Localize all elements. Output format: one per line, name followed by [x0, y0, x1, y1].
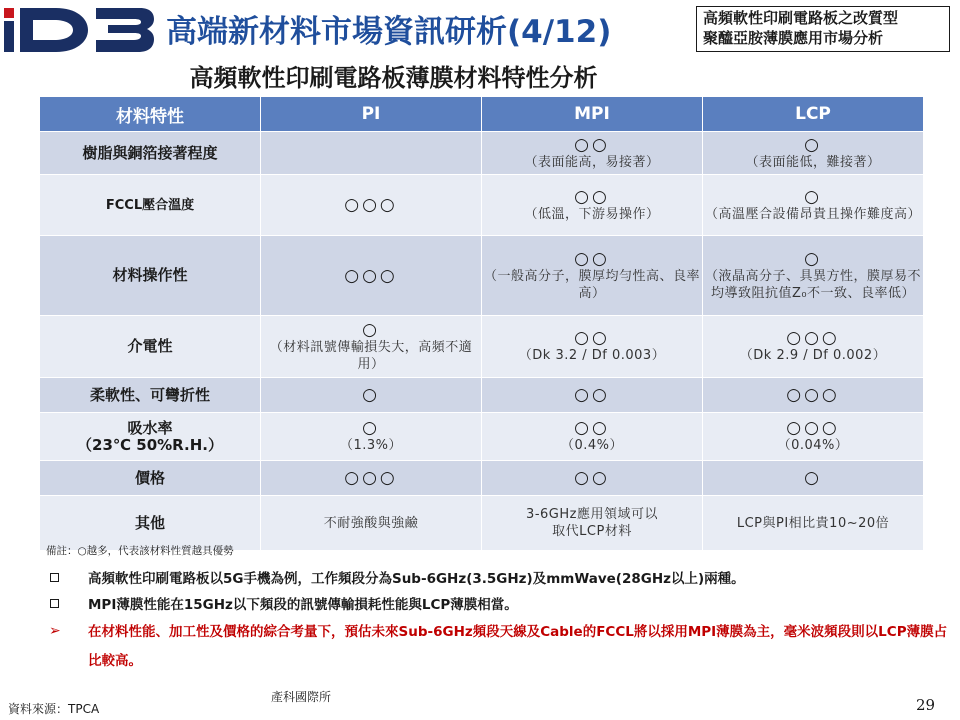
lcp-note: （0.04%） — [777, 438, 849, 453]
pi-note: 不耐強酸與強鹼 — [323, 515, 419, 531]
header-property: 材料特性 — [40, 97, 261, 132]
table-row — [40, 236, 924, 316]
row-label-line-2: （23℃ 50%R.H.） — [77, 435, 223, 454]
mpi-cell — [482, 236, 703, 316]
lcp-note: LCP與PI相比貴10~20倍 — [736, 515, 890, 531]
mpi-note: （表面能高，易接著） — [524, 154, 660, 170]
pi-note: （1.3%） — [339, 438, 403, 453]
table-row — [40, 378, 924, 413]
material-properties-table — [39, 96, 924, 551]
square-bullet-icon — [50, 599, 59, 608]
header-title: 高端新材料市場資訊研析(4/12) — [166, 14, 612, 50]
source-text: 資料來源：TPCA — [8, 702, 100, 716]
mpi-note: （一般高分子，膜厚均勻性高、良率高） — [484, 268, 701, 301]
pi-rating: ○ — [362, 418, 380, 438]
lcp-note: （Dk 2.9 / Df 0.002） — [739, 348, 887, 363]
mpi-rating: ○○ — [574, 385, 610, 405]
pi-cell — [261, 175, 482, 236]
row-label-line-1: 吸水率 — [127, 418, 173, 437]
pi-rating: ○ — [362, 319, 380, 340]
organization-name: 產科國際所 — [271, 690, 332, 704]
topic-line-1: 高頻軟性印刷電路板之改質型 — [703, 9, 899, 27]
lcp-rating: ○ — [804, 468, 822, 488]
table-row — [40, 132, 924, 175]
row-label: 樹脂與銅箔接著程度 — [40, 132, 261, 175]
slide-title: 高頻軟性印刷電路板薄膜材料特性分析 — [189, 64, 598, 92]
mpi-rating: ○○ — [574, 134, 610, 155]
row-label — [40, 413, 261, 461]
bullet-item — [48, 566, 948, 592]
pi-rating: ○○○ — [344, 265, 398, 286]
pi-note: （材料訊號傳輸損失大，高頻不適用） — [269, 339, 473, 372]
mpi-rating: ○○ — [574, 468, 610, 488]
row-label: 材料操作性 — [40, 236, 261, 316]
bullet-text: 在材料性能、加工性及價格的綜合考量下，預估未來Sub-6GHz頻段天線及Cable的FCCL將以採用MPI薄膜為主，毫米波頻段則以LCP薄膜占比較高。 — [88, 624, 948, 669]
mpi-cell — [482, 461, 703, 496]
lcp-rating: ○○○ — [786, 385, 840, 405]
pi-cell — [261, 316, 482, 378]
header-pi: PI — [261, 97, 482, 132]
mpi-rating: ○○ — [574, 418, 610, 438]
mpi-cell — [482, 378, 703, 413]
lcp-note: （高溫壓合設備昂貴且操作難度高） — [705, 206, 922, 222]
pi-cell — [261, 461, 482, 496]
row-label: 其他 — [40, 496, 261, 551]
table-row — [40, 175, 924, 236]
row-label: 介電性 — [40, 316, 261, 378]
lcp-cell — [703, 413, 924, 461]
lcp-cell — [703, 496, 924, 551]
lcp-rating: ○○○ — [786, 418, 840, 438]
mpi-note: （0.4%） — [560, 438, 624, 453]
pi-cell — [261, 413, 482, 461]
pi-rating: ○○○ — [344, 195, 398, 215]
mpi-rating: ○○ — [574, 186, 610, 207]
row-label: FCCL壓合溫度 — [40, 175, 261, 236]
mpi-note: （低溫，下游易操作） — [524, 206, 660, 222]
lcp-cell — [703, 175, 924, 236]
table-row — [40, 316, 924, 378]
lcp-cell — [703, 236, 924, 316]
mpi-note: 3-6GHz應用領域可以取代LCP材料 — [526, 507, 658, 539]
lcp-rating: ○ — [804, 186, 822, 207]
header-mpi: MPI — [482, 97, 703, 132]
mpi-rating: ○○ — [574, 328, 610, 348]
table-header-row — [40, 97, 924, 132]
topic-line-2: 聚醯亞胺薄膜應用市場分析 — [703, 29, 884, 47]
mpi-rating: ○○ — [574, 248, 610, 269]
pi-cell — [261, 236, 482, 316]
bullet-text: MPI薄膜性能在15GHz以下頻段的訊號傳輸損耗性能與LCP薄膜相當。 — [88, 597, 518, 613]
lcp-note: （表面能低，難接著） — [745, 154, 881, 170]
row-label: 價格 — [40, 461, 261, 496]
lcp-note: （液晶高分子、具異方性，膜厚易不均導致阻抗值Z₀不一致、良率低） — [705, 268, 922, 301]
pi-cell — [261, 496, 482, 551]
bullet-text: 高頻軟性印刷電路板以5G手機為例，工作頻段分為Sub-6GHz(3.5GHz)及mmWave(28GHz以上)兩種。 — [88, 571, 745, 587]
lcp-cell — [703, 378, 924, 413]
bullet-item — [48, 592, 948, 618]
table-row — [40, 413, 924, 461]
mpi-cell — [482, 316, 703, 378]
arrow-bullet-icon: ➢ — [49, 623, 61, 639]
header-lcp: LCP — [703, 97, 924, 132]
row-label: 柔軟性、可彎折性 — [40, 378, 261, 413]
mpi-cell — [482, 496, 703, 551]
lcp-cell — [703, 316, 924, 378]
square-bullet-icon — [50, 573, 59, 582]
pi-rating: ○ — [362, 385, 380, 405]
pi-cell — [261, 132, 482, 175]
lcp-cell — [703, 461, 924, 496]
id3-logo — [4, 6, 154, 54]
lcp-rating: ○ — [804, 248, 822, 269]
pi-cell — [261, 378, 482, 413]
lcp-rating: ○ — [804, 134, 822, 155]
lcp-rating: ○○○ — [786, 328, 840, 348]
mpi-cell — [482, 413, 703, 461]
bullet-item — [48, 618, 948, 676]
page-number: 29 — [916, 696, 936, 714]
pi-rating: ○○○ — [344, 468, 398, 488]
table-footnote: 備註：○越多，代表該材料性質越具優勢 — [46, 545, 234, 557]
topic-box — [696, 6, 950, 52]
bullet-list — [48, 566, 948, 676]
table-row — [40, 461, 924, 496]
lcp-cell — [703, 132, 924, 175]
mpi-cell — [482, 175, 703, 236]
mpi-note: （Dk 3.2 / Df 0.003） — [518, 348, 666, 363]
mpi-cell — [482, 132, 703, 175]
